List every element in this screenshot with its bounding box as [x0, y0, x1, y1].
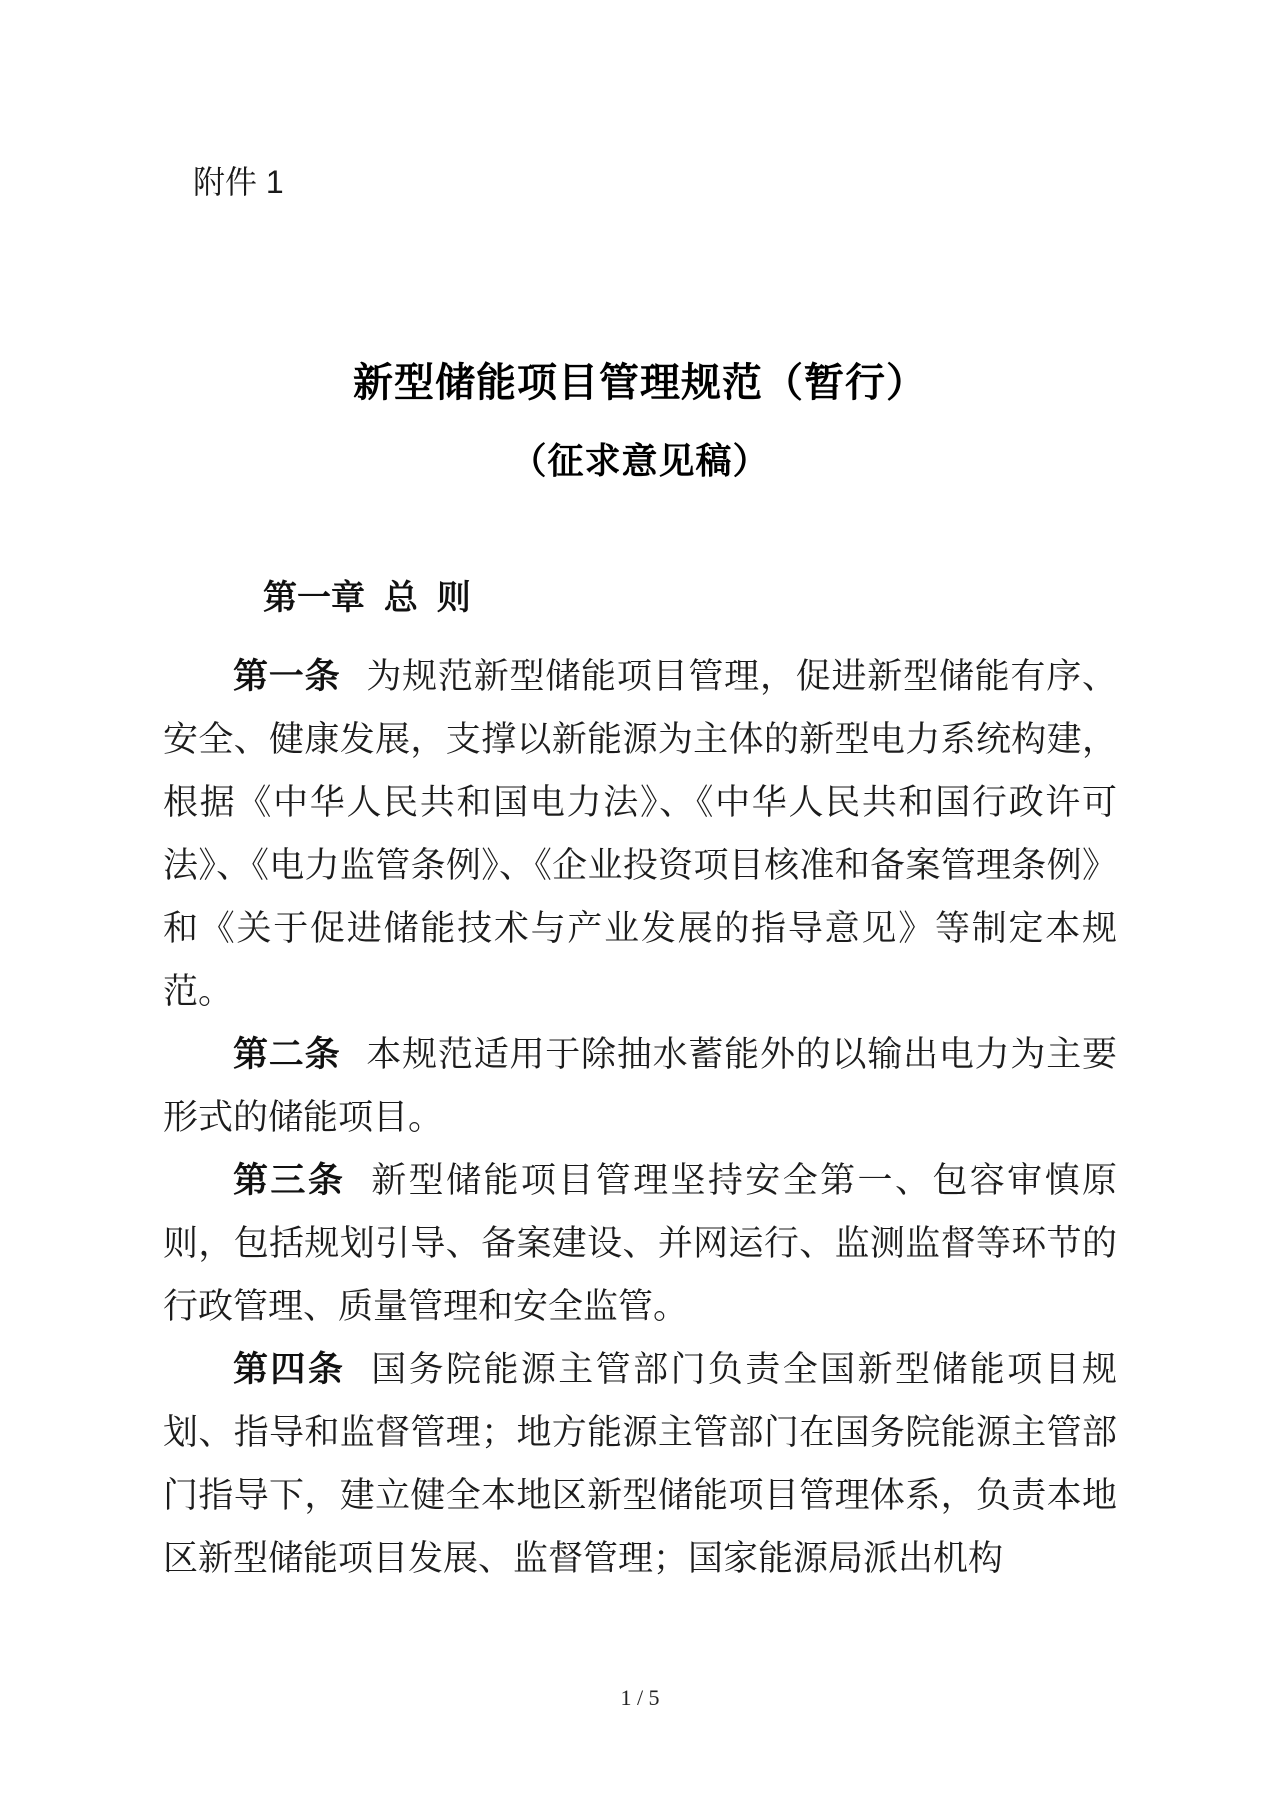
document-title: 新型储能项目管理规范（暂行）: [353, 360, 927, 405]
page-number: 1 / 5: [620, 1685, 660, 1710]
article-4-label: 第四条: [233, 1350, 346, 1389]
attachment-label: 附件 1: [193, 164, 284, 200]
article-paragraph-1: [163, 645, 1117, 1023]
article-1-text: 为规范新型储能项目管理，促进新型储能有序、安全、健康发展，支撑以新能源为主体的新型电力系统构建，根据《中华人民共和国电力法》、《中华人民共和国行政许可法》、《电力监管条例》、《企业投资项目核准和备案管理条例》和《关于促进储能技术与产业发展的指导意见》等制定本规范。: [163, 657, 1117, 1011]
document-body: [163, 645, 1117, 1590]
article-paragraph-4: [163, 1338, 1117, 1590]
document-subtitle: （征求意见稿）: [510, 441, 770, 481]
article-paragraph-2: [163, 1023, 1117, 1149]
article-2-label: 第二条: [233, 1035, 341, 1074]
article-4-text: 国务院能源主管部门负责全国新型储能项目规划、指导和监督管理；地方能源主管部门在国务院能源主管部门指导下，建立健全本地区新型储能项目管理体系，负责本地区新型储能项目发展、监督管理；国家能源局派出机构: [163, 1350, 1117, 1578]
chapter-heading: 第一章 总 则: [263, 579, 471, 617]
article-2-text: 本规范适用于除抽水蓄能外的以输出电力为主要形式的储能项目。: [163, 1035, 1117, 1137]
article-paragraph-3: [163, 1149, 1117, 1338]
article-1-label: 第一条: [233, 657, 341, 696]
article-3-label: 第三条: [233, 1161, 346, 1200]
article-3-text: 新型储能项目管理坚持安全第一、包容审慎原则，包括规划引导、备案建设、并网运行、监测监督等环节的行政管理、质量管理和安全监管。: [163, 1161, 1117, 1326]
